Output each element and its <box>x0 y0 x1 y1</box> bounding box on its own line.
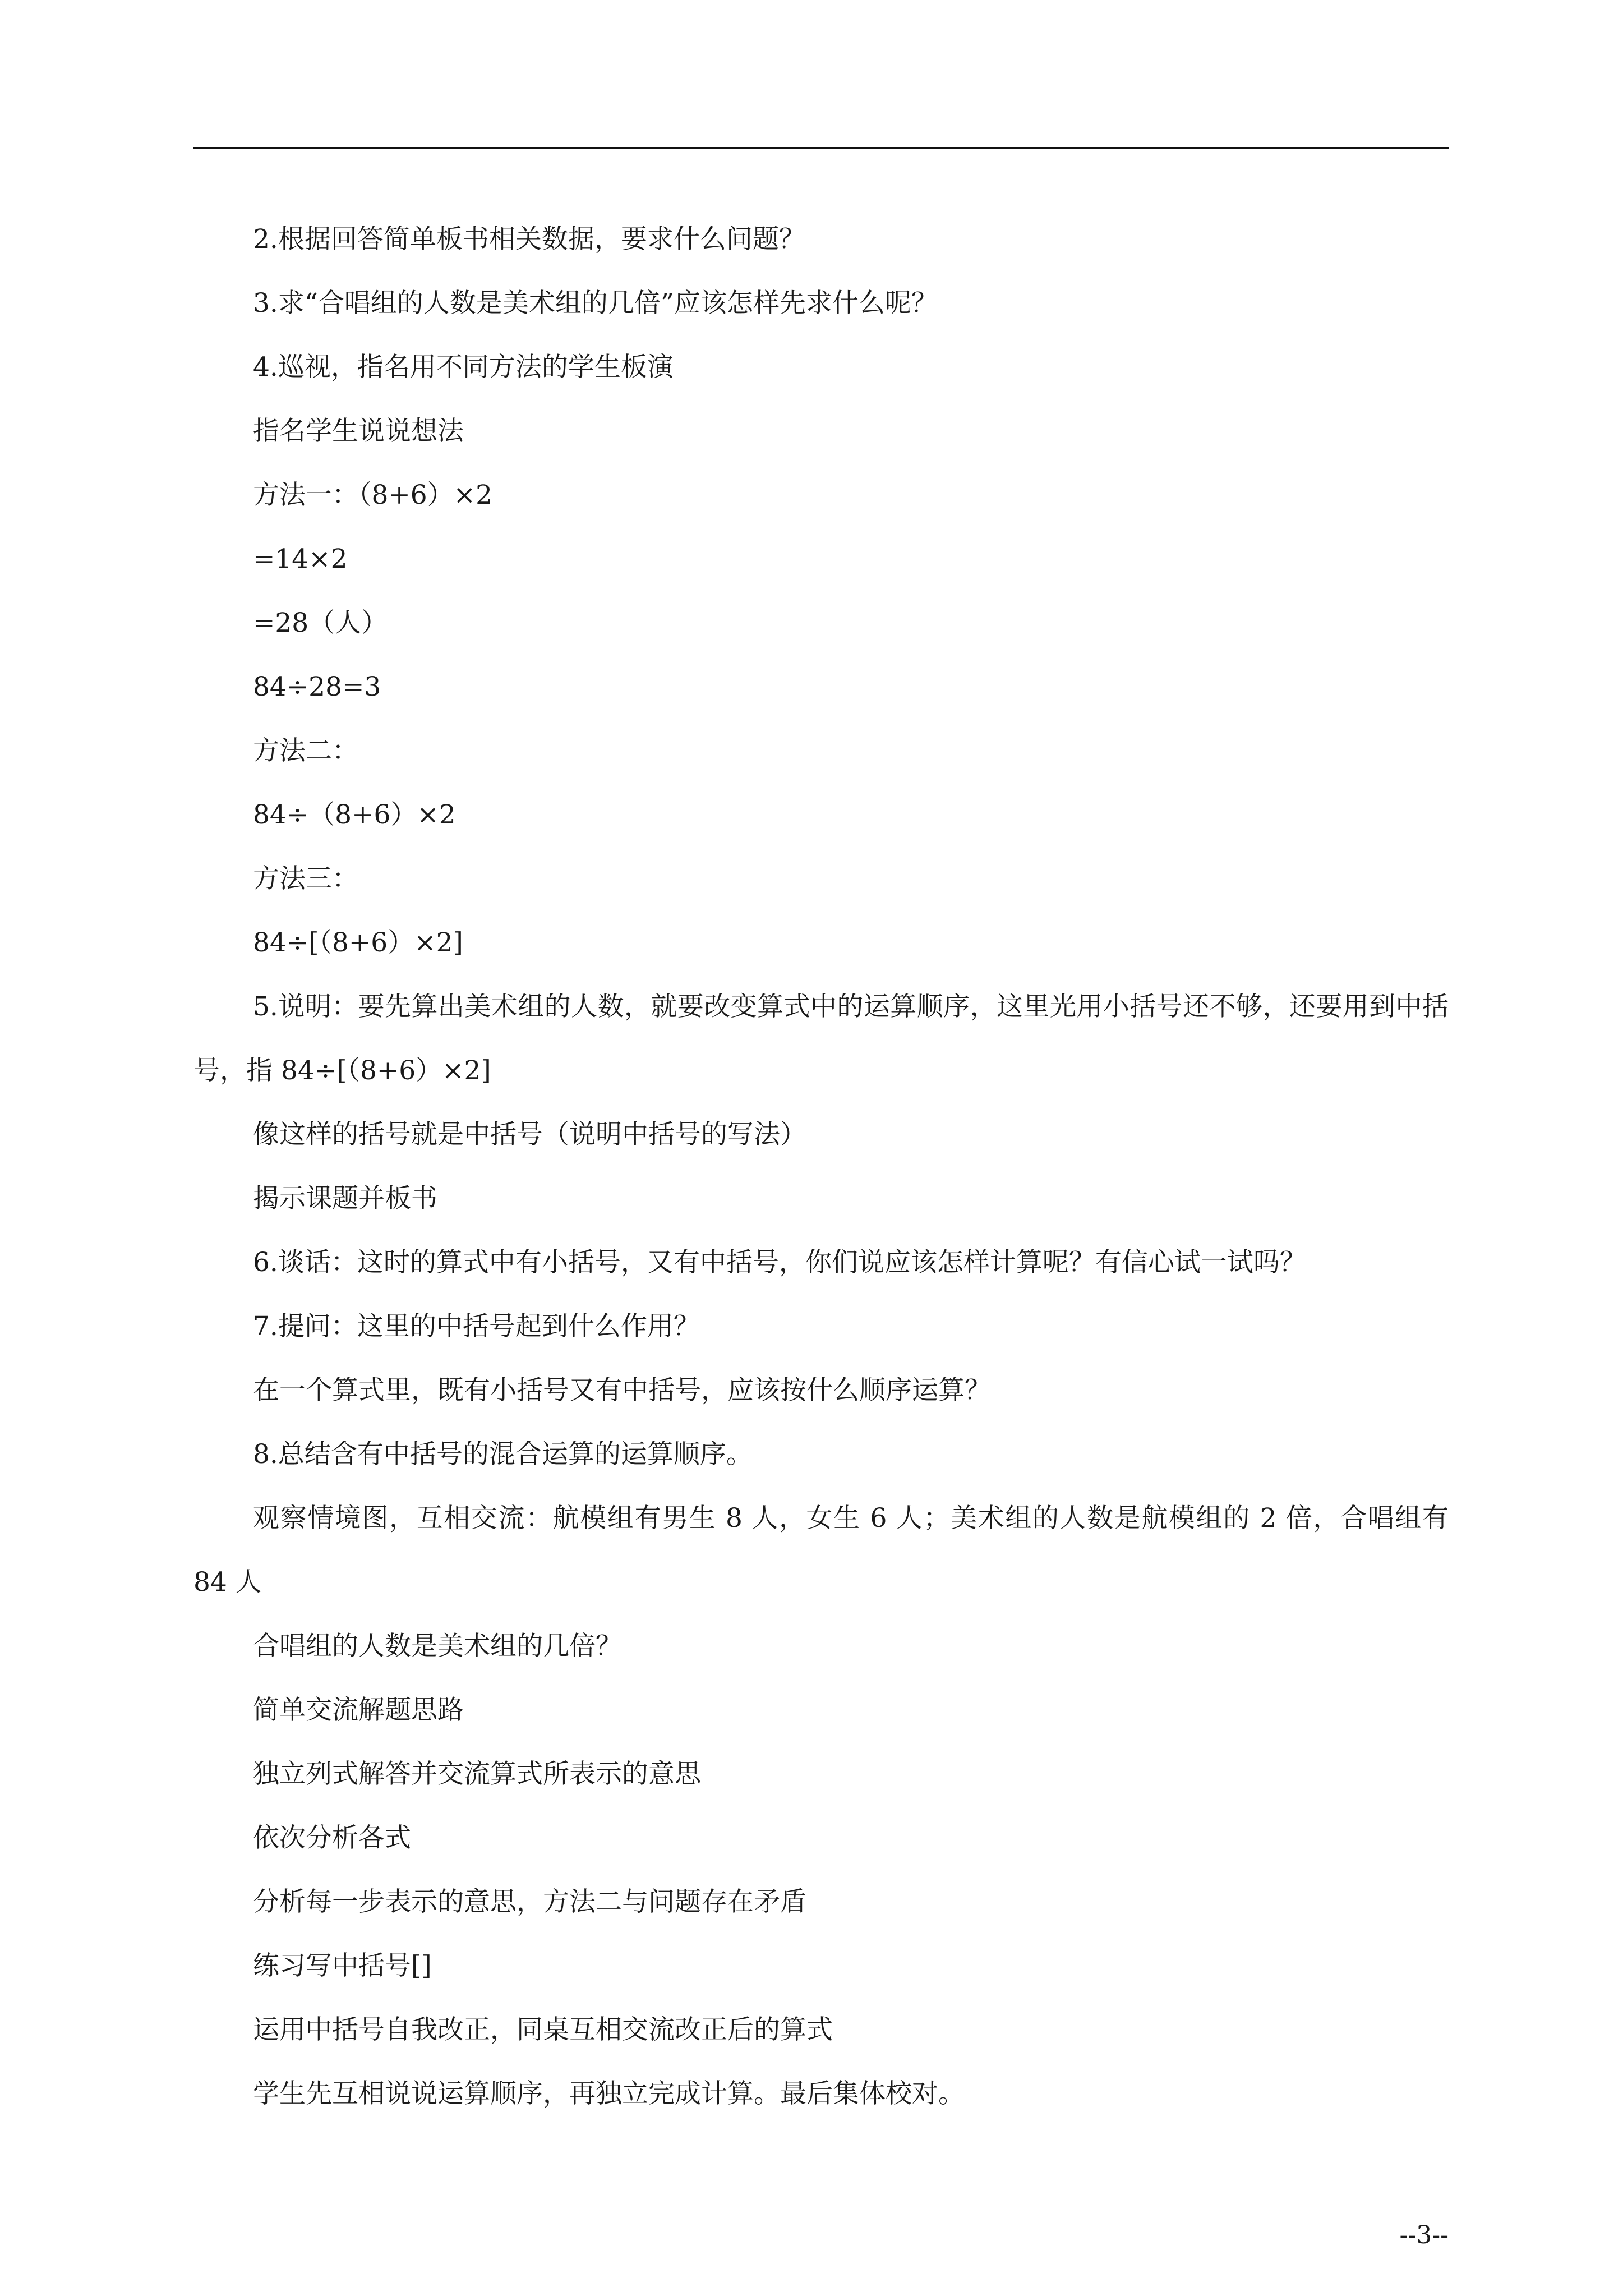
text-line: 方法三： <box>253 863 358 894</box>
text-line: 2.根据回答简单板书相关数据，要求什么问题？ <box>253 224 805 255</box>
text-paragraph: 5.说明：要先算出美术组的人数，就要改变算式中的运算顺序，这里光用小括号还不够，还要用到中括号，指 84÷[（8+6）×2] <box>193 991 1449 1086</box>
text-line: 在一个算式里，既有小括号又有中括号，应该按什么顺序运算？ <box>253 1375 991 1406</box>
text-line: 7.提问：这里的中括号起到什么作用？ <box>253 1311 700 1342</box>
text-line: 运用中括号自我改正，同桌互相交流改正后的算式 <box>253 2014 833 2045</box>
text-line: 6.谈话：这时的算式中有小括号，又有中括号，你们说应该怎样计算呢？有信心试一试吗？ <box>253 1247 1306 1278</box>
text-line: 84÷[（8+6）×2] <box>253 927 463 958</box>
document-body <box>193 208 1449 2126</box>
text-paragraph: 观察情境图，互相交流：航模组有男生 8 人，女生 6 人；美术组的人数是航模组的 2 倍，合唱组有 84 人 <box>193 1503 1449 1598</box>
text-line: 84÷28=3 <box>253 671 381 702</box>
text-line: 方法一：（8+6）×2 <box>253 480 492 510</box>
text-line: 4.巡视，指名用不同方法的学生板演 <box>253 352 674 383</box>
text-line: 8.总结含有中括号的混合运算的运算顺序。 <box>253 1439 753 1470</box>
text-line: 练习写中括号[] <box>253 1950 432 1981</box>
text-line: 合唱组的人数是美术组的几倍？ <box>253 1631 622 1662</box>
text-line: 84÷（8+6）×2 <box>253 799 456 830</box>
text-line: 像这样的括号就是中括号（说明中括号的写法） <box>253 1119 806 1150</box>
text-line: 3.求“合唱组的人数是美术组的几倍”应该怎样先求什么呢？ <box>253 288 938 319</box>
text-line: =14×2 <box>253 544 348 574</box>
text-line: 方法二： <box>253 735 358 766</box>
header-rule <box>193 147 1449 149</box>
text-line: 指名学生说说想法 <box>253 416 464 447</box>
text-line: 分析每一步表示的意思，方法二与问题存在矛盾 <box>253 1887 806 1917</box>
text-line: 依次分析各式 <box>253 1823 411 1853</box>
text-line: 简单交流解题思路 <box>253 1695 464 1726</box>
text-line: 揭示课题并板书 <box>253 1183 437 1214</box>
page-number: --3-- <box>1399 2221 1449 2249</box>
text-line: =28（人） <box>253 608 388 638</box>
text-line: 学生先互相说说运算顺序，再独立完成计算。最后集体校对。 <box>253 2078 965 2109</box>
text-line: 独立列式解答并交流算式所表示的意思 <box>253 1759 701 1789</box>
